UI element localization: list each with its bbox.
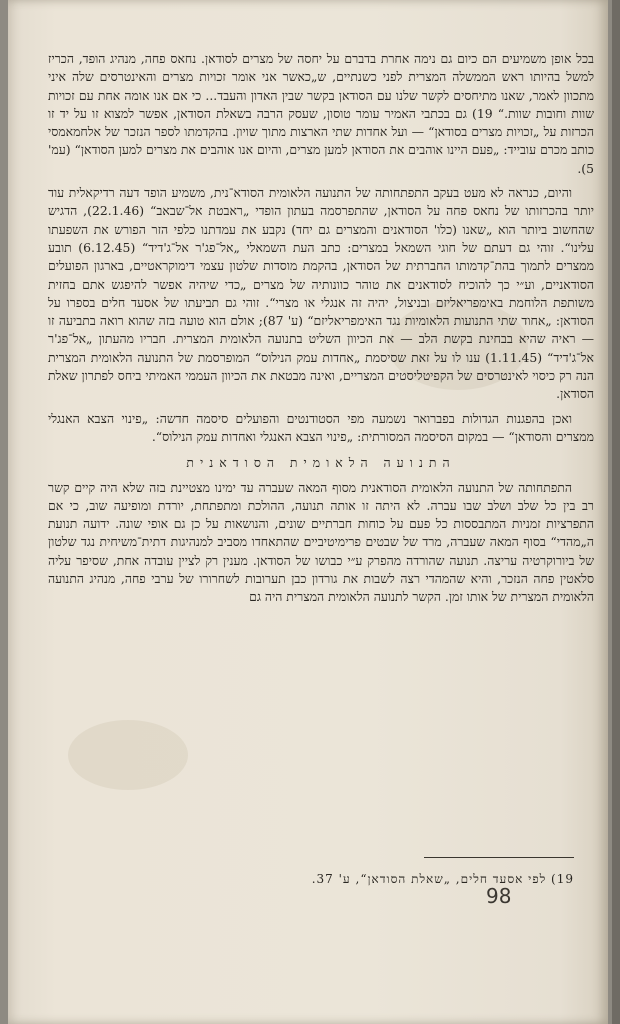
footnote-divider bbox=[424, 857, 574, 858]
section-heading: התנועה הלאומית הסודאנית bbox=[186, 455, 456, 471]
paragraph: התפתחותה של התנועה הלאומית הסודאנית מסוף המאה שעברה עד ימינו מצטיינת בזה שלא היה קיים קשר רב בין כל שלב ושלב שבו עברה. לא היתה זו אותה תנועה, ההולכת ומתפתחת, יורדת ומופיעה שוב, כי אם התפרציות זמניות המתבססות כל פעם על כוחות חברתיים שונים, והנושאות על כן גם אופי שונה. ידועה תנועת ה„מהדי“ בסוף המאה שעברה, מרד של שבטים פרימיטיביים שהתאחדו מסביב למנהיגות דתית־משיחית נגד שלטון של ביורוקרטיה עריצה. תנועה שהורדה מהפרק ע״י כבושו של הסודאן. מענין רק לציין עובדה אחת, שסיפר עליה סלאטין פחה הנזכר, והיא שהמהדי רצה לשבות את גורדון כבן תערובות לשחרורו של ערבי פחה, מנהיג התנועה הלאומית המצרית של אותו זמן. הקשר לתנועה הלאומית המצרית היה גם bbox=[48, 479, 594, 605]
paragraph: בכל אופן משמיעים הם כיום גם נימה אחרת בדברם על יחסה של מצרים לסודאן. נחאס פחה, מנהיג הופד, הכריז למשל בהיותו ראש הממשלה המצרית לפני כשנתיים, ש„כאשר אני אומר זכויות מצרים והאינטרסים שלה איני מתכוון לאמר, שאנו מתיחסים לקשר שלנו עם הסודאן בקשר שבין האדון והעבד... כי אם אנו אומה אחת עם זכויות שוות וחובות שוות.“ 19) גם בכתבי האמיר עומר טוסון, שעסק הרבה בשאלת הסודאן, אפשר למצוא זו על יד זו הכרזות על „זכויות מצרים בסודאן“ — ועל אחדות שתי הארצות מתוך שויון. בהקדמתו לספר הנזכר של אלחמאמסי כותב מכרם עובייד: „פעם היינו אוהבים את הסודאן למען מצרים, והיום אנו אוהבים את מצרים למען הסודאן“ (עמ' 5). bbox=[48, 51, 594, 176]
footnote: 19) לפי אסעד חלים, „שאלת הסודאן“, ע' 37. bbox=[311, 872, 574, 886]
body-text bbox=[48, 50, 594, 607]
page-number: 98 bbox=[486, 884, 512, 908]
paper-stain bbox=[68, 720, 188, 790]
book-page bbox=[8, 0, 608, 1024]
paragraph: והיום, כנראה לא מעט בעקב התפתחותה של התנועה הלאומית הסודא־נית, משמיע הופד דעה רדיקאלית עוד יותר בהכרזותו של נחאס פחה על הסודאן, שהתפרסמה בעתון הופדי „ראבטת אל־שבאב“ (22.1.46), הדגיש שהחשוב ביותר הוא „שאנו (כלו' הסודאנים והמצרים גם יחד) נקבע את עמדתנו כלפי הזר הפורש את השפעתו עלינו“. זוהי גם דעתם של חוגי השמאל במצרים: כתב העת השמאלי „אל־פג'ר אל־ג'דיד“ (6.12.45) תובע ממצרים לתמוך בהת־קדמותו החברתית של הסודאן, בהקמת מוסדות שלטון עצמי דימוקראטיים, בארגון הפועלים הסודאניים, וע״י כך להוכיח לסודאנים את טוהר כוונותיה של מצרים „כדי שיהיה אפשר להיפגש אתם בחזית משותפת הלוחמת באימפריאליזם ובניצול, יהיה זה אנגלי או מצרי“. זוהי גם תביעתו של אסעד חלים בספרו על הסודאן: „אחוד שתי התנועות הלאומיות נגד האימפריאליזם“ (ע' 87); אולם הוא טועה בזה שהוא רואה בתביעה זו — ראיה שהיא בבחינת בקשת הלב — את הכיוון השליט בתנועה הלאומית המצרית. חבריו מהעתון „אל־פג'ר אל־ג'דיד“ (1.11.45) ענו לו על זאת שסיסמת „אחדות עמק הנילוס“ המופרסמת של התנועה הלאומית המצרית הנה רק כיסוי לאינטרסים של הקפיטליסטים המצריים, ואינה מבטאת את הכיוון העממי האמיתי ביחס לפתרון שאלת הסודאן. bbox=[48, 185, 594, 402]
page-edge bbox=[612, 0, 620, 1024]
paragraph: ואכן בהפגנות הגדולות בפברואר נשמעה מפי הסטודנטים והפועלים סיסמה חדשה: „פינוי הצבא האנגלי ממצרים והסודאן“ — במקום הסיסמה המסורתית: „פינוי הצבא האנגלי ואחדות עמק הנילוס“. bbox=[48, 410, 594, 444]
